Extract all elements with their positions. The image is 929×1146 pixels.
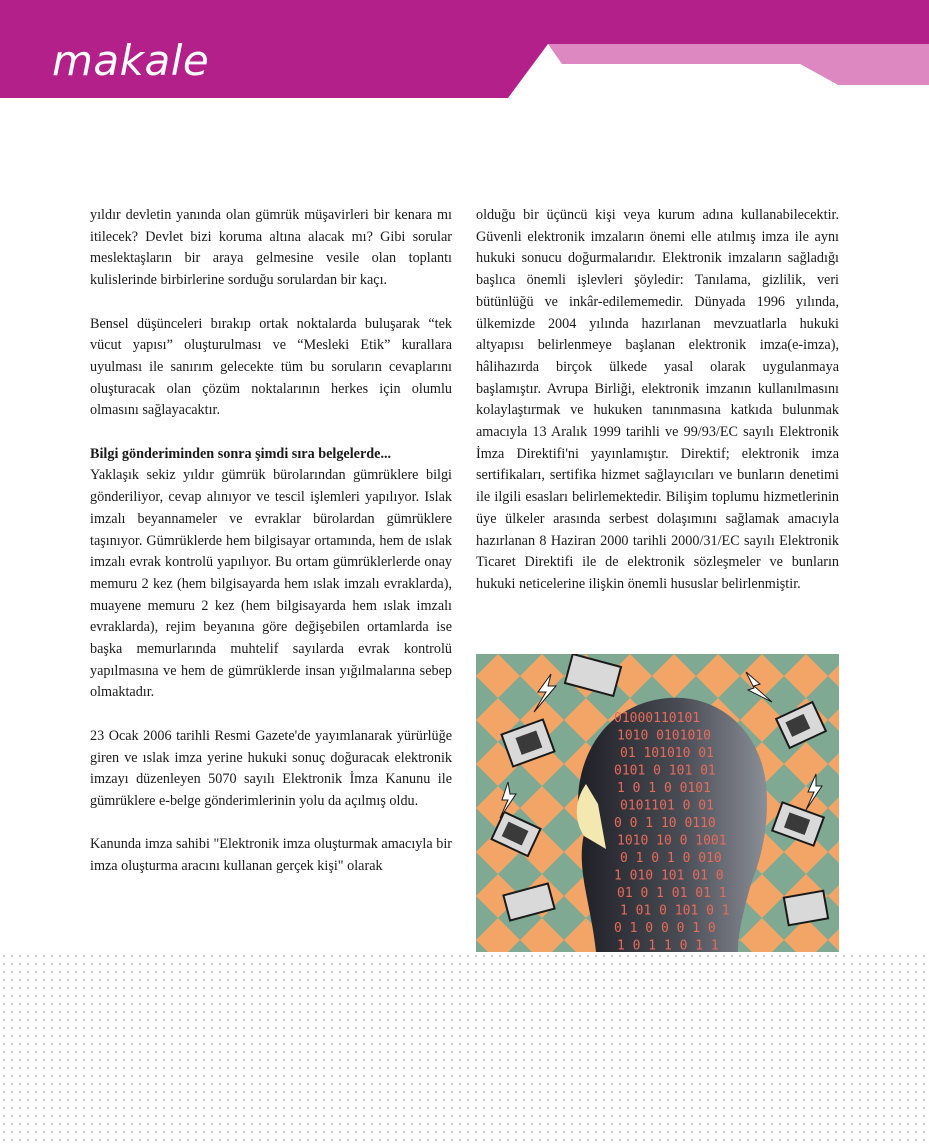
left-column (90, 205, 452, 957)
binary-digits-row: 1 010 101 01 0 (614, 868, 724, 884)
binary-digits-row: 0 1 0 1 0 010 (620, 851, 722, 866)
dotted-background (0, 952, 929, 1146)
binary-digits-row: 1010 0101010 (617, 728, 711, 744)
binary-digits-row: 1 01 0 101 0 1 (620, 903, 730, 919)
digital-head-illustration (476, 654, 839, 952)
subheading: Bilgi gönderiminden sonra şimdi sıra belgelerde... (90, 445, 392, 462)
right-column (476, 205, 839, 596)
binary-digits-row: 1 0 1 0 0101 (617, 781, 711, 796)
paragraph: yıldır devletin yanında olan gümrük müşavirleri bir kenara mı itilecek? Devlet bizi koruma altına alacak mı? Gibi sorular meslektaşların bir araya gelmesine vesile olan toplantı kulislerinde birbirlerine sorduğu sorulardan bir kaçı. (90, 207, 452, 289)
paragraph: Kanunda imza sahibi "Elektronik imza oluşturmak amacıyla bir imza oluşturma aracını kullanan gerçek kişi" olarak (90, 836, 452, 875)
binary-digits-row: 0 1 0 0 0 1 0 (614, 921, 716, 936)
binary-digits-row: 1010 10 0 1001 (617, 833, 727, 849)
paragraph: olduğu bir üçüncü kişi veya kurum adına kullanabilecektir. Güvenli elektronik imzaların önemi elle atılmış imza ile aynı hukuki sonucu doğurmalarıdır. Elektronik imzaların sağladığı başlıca önemli işlevleri şöyledir: Tanılama, gizlilik, veri bütünlüğü ve inkâr-edilememedir. Dünyada 1996 yılında, ülkemizde 2004 yılında hazırlanan mevzuatlarla hukuki altyapısı belirlenmeye başlanan elektronik imza(e-imza), hâlihazırda birçok ülkede yasal olarak uygulanmaya başlamıştır. Avrupa Birliği, elektronik imzanın kullanılmasını kolaylaştırmak ve hukuken tanınmasına katkıda bulunmak amacıyla 13 Aralık 1999 tarihli ve 99/93/EC sayılı Elektronik İmza Direktifi'ni yayınlamıştır. Direktif; elektronik imza sertifikaları, sertifika hizmet sağlayıcıları ve bunların denetimi ile ilgili esasları belirlemektedir. Bilişim toplumu hizmetlerinin üye ülkeler arasında serbest dolaşımını sağlamak amacıyla hazırlanan 8 Haziran 2000 tarihli 2000/31/EC sayılı Elektronik Ticaret Direktifi ile de elektronik sözleşmeler ve bunların hukuki neticelerine ilişkin önemli hususlar belirlenmiştir. (476, 207, 839, 592)
binary-digits-row: 01 0 1 01 01 1 (617, 886, 727, 901)
binary-digits-row: 01 101010 01 (620, 746, 714, 761)
paragraph: Yaklaşık sekiz yıldır gümrük bürolarından gümrüklere bilgi gönderiliyor, cevap alınıyor ve tescil işlemleri yapılıyor. Islak imzalı beyannameler ve evraklar bürolardan gümrüklere taşınıyor. Gümrüklerde hem bilgisayar ortamında, hem de ıslak imzalı evrak kontrolü yapılıyor. Bu ortam gümrüklerlerde onay memuru 2 kez (hem bilgisayarda hem ıslak imzalı evraklarda), muayene memuru 2 kez (hem bilgisayarda hem ıslak imzalı evraklarda), rejim beyanına göre değişebilen ortamlarda ise başka memurlarında muhtelif sayılarda evrak kontrolü yapılmasına ve hem de gümrüklerde insan yığılmalarına sebep olmaktadır. (90, 467, 452, 701)
binary-digits-row: 0101 0 101 01 (614, 763, 716, 779)
binary-digits-row: 01000110101 (614, 711, 701, 726)
binary-digits-row: 0 0 1 10 0110 (614, 816, 716, 831)
section-label: makale (52, 36, 210, 85)
paragraph: 23 Ocak 2006 tarihli Resmi Gazete'de yayımlanarak yürürlüğe giren ve ıslak imza yerine hukuki sonuç doğuracak elektronik imzayı düzenleyen 5070 sayılı Elektronik İmza Kanunu ile gümrüklere e-belge gönderimlerinin yolu da açılmış oldu. (90, 727, 452, 809)
binary-digits-row: 1 0 1 1 0 1 1 (617, 938, 719, 952)
binary-digits-row: 0101101 0 01 (620, 798, 714, 814)
paragraph: Bensel düşünceleri bırakıp ortak noktalarda buluşarak “tek vücut yapısı” oluşturulması ve “Mesleki Etik” kurallara uyulması ile sanırım gelecekte tüm bu soruların cevaplarını oluşturacak olan çözüm noktalarının herkes için olumlu olmasını sağlayacaktır. (90, 315, 452, 419)
